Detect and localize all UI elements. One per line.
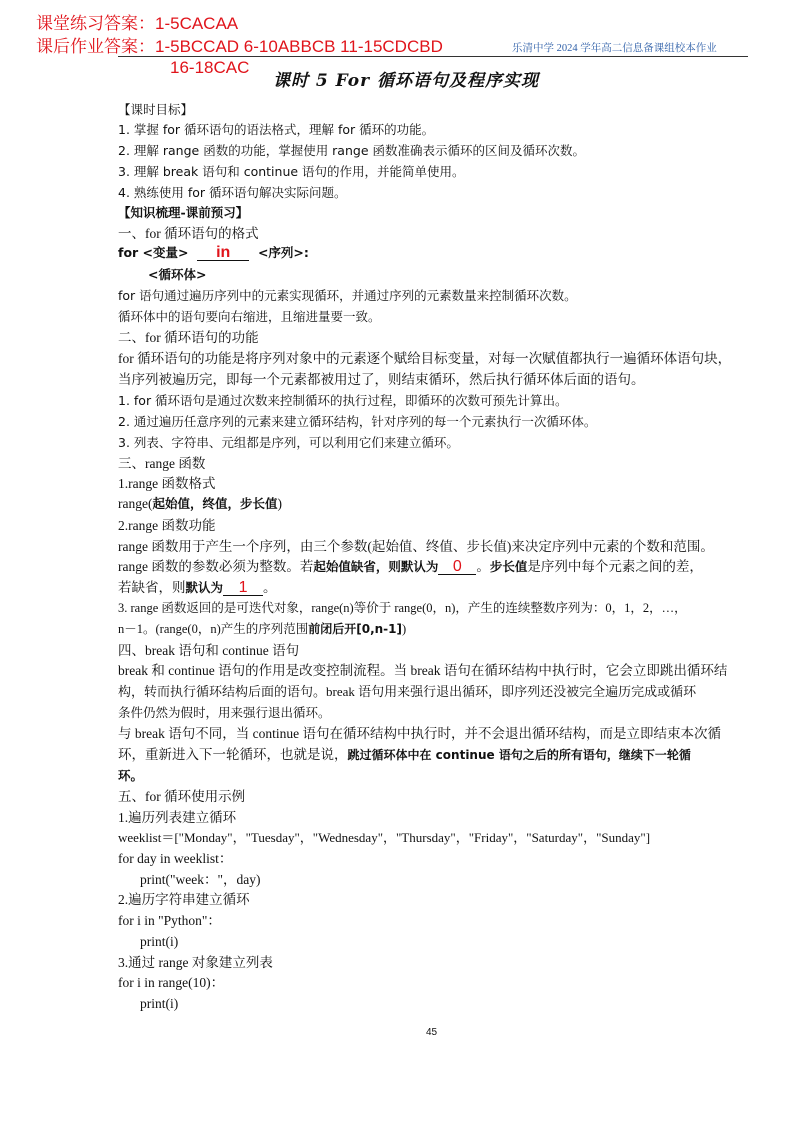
text: 是序列中每个元素之间的差， xyxy=(527,559,703,574)
code-line: for day in weeklist： xyxy=(118,851,233,866)
section-3-heading: 三、range 函数 xyxy=(118,456,206,471)
goal-item: 4. 熟练使用 for 循环语句解决实际问题。 xyxy=(118,185,347,200)
goal-item: 2. 理解 range 函数的功能，掌握使用 range 函数准确表示循环的区间及循环次数。 xyxy=(118,143,585,158)
code-line: weeklist＝["Monday"，"Tuesday"，"Wednesday"，"Thursday"，"Friday"，"Saturday"，"Sunday"] xyxy=(118,830,651,845)
section-2-heading: 二、for 循环语句的功能 xyxy=(118,330,259,345)
paragraph: 3. range 函数返回的是可迭代对象，range(n)等价于 range(0，n)，产生的连续整数序列为：0，1，2，…， xyxy=(118,601,687,615)
subheading: 2.range 函数功能 xyxy=(118,518,216,533)
text-bold: 默认为 xyxy=(185,580,224,595)
text-bold: 前闭后开[0,n-1] xyxy=(308,622,403,636)
continue-line xyxy=(118,746,691,764)
text-bold: 步长值 xyxy=(489,559,528,574)
range-defaults-line xyxy=(118,558,703,575)
section-1-heading: 一、for 循环语句的格式 xyxy=(118,226,259,241)
paragraph: 循环体中的语句要向右缩进，且缩进量要一致。 xyxy=(118,309,381,324)
goal-item: 3. 理解 break 语句和 continue 语句的作用，并能简单使用。 xyxy=(118,164,465,179)
text: 若缺省，则 xyxy=(118,580,186,595)
section-5-heading: 五、for 循环使用示例 xyxy=(118,789,246,804)
goal-item: 1. 掌握 for 循环语句的语法格式，理解 for 循环的功能。 xyxy=(118,122,435,137)
text: 。 xyxy=(263,580,277,595)
for-syntax-b: <序列>: xyxy=(257,245,309,260)
blank-default-start: 0 xyxy=(438,559,476,575)
paragraph: break 和 continue 语句的作用是改变控制流程。当 break 语句在循环结构中执行时，它会立即跳出循环结 xyxy=(118,663,728,678)
blank-default-step: 1 xyxy=(223,580,263,596)
paragraph: 与 break 语句不同，当 continue 语句在循环结构中执行时，并不会退出循环结构，而是立即结束本次循 xyxy=(118,726,721,741)
code-line: for i in "Python"： xyxy=(118,913,221,928)
range-format-a: range( xyxy=(118,496,153,511)
code-line: print(i) xyxy=(140,934,179,949)
paragraph: for 循环语句的功能是将序列对象中的元素逐个赋给目标变量，对每一次赋值都执行一遍循环体语句块， xyxy=(118,351,732,366)
paragraph: 当序列被遍历完，即每一个元素都被用过了，则结束循环，然后执行循环体后面的语句。 xyxy=(118,372,645,387)
range-format xyxy=(118,495,282,512)
code-line: for i in range(10)： xyxy=(118,975,225,990)
for-syntax-line xyxy=(118,244,309,261)
text-bold: 跳过循环体中在 continue 语句之后的所有语句，继续下一轮循 xyxy=(347,748,691,762)
paragraph: 环。 xyxy=(118,768,144,783)
subheading: 3.通过 range 对象建立列表 xyxy=(118,955,273,970)
text: 。 xyxy=(476,559,490,574)
paragraph: for 语句通过遍历序列中的元素实现循环，并通过序列的元素数量来控制循环次数。 xyxy=(118,288,577,303)
paragraph: range 函数用于产生一个序列，由三个参数(起始值、终值、步长值)来决定序列中元素的个数和范围。 xyxy=(118,539,714,554)
answer-key-line-3: 16-18CAC xyxy=(170,58,250,77)
answer-key-line-2: 课后作业答案：1-5BCCAD 6-10ABBCB 11-15CDCBD xyxy=(36,37,443,56)
paragraph: 条件仍然为假时，用来强行退出循环。 xyxy=(118,705,331,720)
blank-in: in xyxy=(197,245,249,261)
goals-heading: 【课时目标】 xyxy=(118,102,194,117)
range-format-c: ) xyxy=(277,496,282,511)
text: ) xyxy=(402,622,407,636)
text: 环，重新进入下一轮循环，也就是说， xyxy=(118,747,348,762)
text: n－1。(range(0，n)产生的序列范围 xyxy=(118,622,309,636)
range-interval-line xyxy=(118,621,406,638)
subheading: 1.range 函数格式 xyxy=(118,476,216,491)
for-syntax-a: for <变量> xyxy=(118,245,189,260)
text-bold: 起始值缺省，则默认为 xyxy=(313,559,439,574)
for-syntax-body: <循环体> xyxy=(148,267,207,282)
answer-key-line-1: 课堂练习答案：1-5CACAA xyxy=(36,14,239,33)
list-item: 2. 通过遍历任意序列的元素来建立循环结构，针对序列的每一个元素执行一次循环体。 xyxy=(118,414,597,429)
range-format-b: 起始值，终值，步长值 xyxy=(152,496,278,511)
list-item: 3. 列表、字符串、元组都是序列，可以利用它们来建立循环。 xyxy=(118,435,459,450)
list-item: 1. for 循环语句是通过次数来控制循环的执行过程，即循环的次数可预先计算出。 xyxy=(118,393,568,408)
paragraph: 构，转而执行循环结构后面的语句。break 语句用来强行退出循环，即序列还没被完全遍历完成或循环 xyxy=(118,684,697,699)
subheading: 1.遍历列表建立循环 xyxy=(118,810,237,825)
page-number: 45 xyxy=(426,1027,438,1038)
knowledge-heading: 【知识梳理-课前预习】 xyxy=(118,205,249,220)
code-line: print(i) xyxy=(140,996,179,1011)
code-line: print("week："，day) xyxy=(140,872,261,887)
range-defaults-line-2 xyxy=(118,579,277,596)
text: range 函数的参数必须为整数。若 xyxy=(118,559,314,574)
subheading: 2.遍历字符串建立循环 xyxy=(118,892,250,907)
header-rule xyxy=(118,56,748,57)
section-4-heading: 四、break 语句和 continue 语句 xyxy=(118,643,300,658)
page-title: 课时 5 For 循环语句及程序实现 xyxy=(273,71,540,91)
header-school: 乐清中学 2024 学年高二信息备课组校本作业 xyxy=(512,43,717,54)
